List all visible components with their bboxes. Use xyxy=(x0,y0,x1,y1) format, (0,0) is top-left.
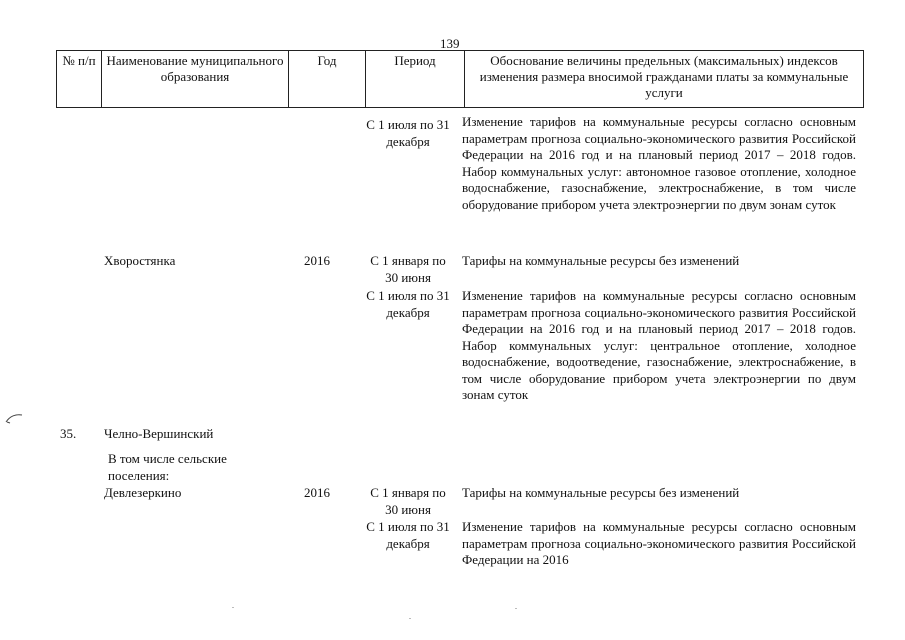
header-col-period: Период xyxy=(366,51,465,108)
header-col-name: Наименование муниципального образования xyxy=(102,51,289,108)
period-cell: С 1 января по 30 июня xyxy=(370,485,446,517)
scan-speck xyxy=(409,618,411,619)
header-col-year: Год xyxy=(289,51,366,108)
municipality-name: Хворостянка xyxy=(104,253,176,268)
scan-speck xyxy=(515,608,517,609)
period-cell: С 1 января по 30 июня xyxy=(370,253,446,285)
page-number: 139 xyxy=(440,36,460,51)
period-cell: С 1 июля по 31 декабря xyxy=(366,117,450,149)
header-col-justification: Обоснование величины предельных (максимальных) индексов изменения размера вносимой гражданами платы за коммунальные услуги xyxy=(465,51,864,108)
justification-cell: Изменение тарифов на коммунальные ресурсы согласно основным параметрам прогноза социально-экономического развития Российской Федерации на 2016 год и на плановый период 2017 – 2018 годов. Набор коммунальных услуг: автономное газовое отопление, холодное водоснабжение, газоснабжение, электроснабжение, в том числе оборудование прибором учета электроэнергии по двум зонам суток xyxy=(462,114,856,212)
subgroup-label: В том числе сельские поселения: xyxy=(108,451,227,483)
period-cell: С 1 июля по 31 декабря xyxy=(366,519,450,551)
municipality-name: Челно-Вершинский xyxy=(104,426,214,441)
year-cell: 2016 xyxy=(304,253,330,268)
year-cell: 2016 xyxy=(304,485,330,500)
scan-speck xyxy=(232,607,234,608)
row-number: 35. xyxy=(60,426,77,441)
header-col-number: № п/п xyxy=(57,51,102,108)
margin-scribble-mark xyxy=(4,412,26,426)
municipality-name: Девлезеркино xyxy=(104,485,182,500)
justification-cell: Тарифы на коммунальные ресурсы без изменений xyxy=(462,485,740,500)
justification-cell: Тарифы на коммунальные ресурсы без изменений xyxy=(462,253,740,268)
justification-cell: Изменение тарифов на коммунальные ресурсы согласно основным параметрам прогноза социально-экономического развития Российской Федерации на 2016 год и на плановый период 2017 – 2018 годов. Набор коммунальных услуг: центральное отопление, холодное водоснабжение, водоотведение, газоснабжение, электроснабжение, в том числе оборудование прибором учета электроэнергии по двум зонам суток xyxy=(462,288,856,402)
table-header xyxy=(56,50,864,108)
justification-cell: Изменение тарифов на коммунальные ресурсы согласно основным параметрам прогноза социально-экономического развития Российской Федерации на 2016 xyxy=(462,519,856,567)
period-cell: С 1 июля по 31 декабря xyxy=(366,288,450,320)
